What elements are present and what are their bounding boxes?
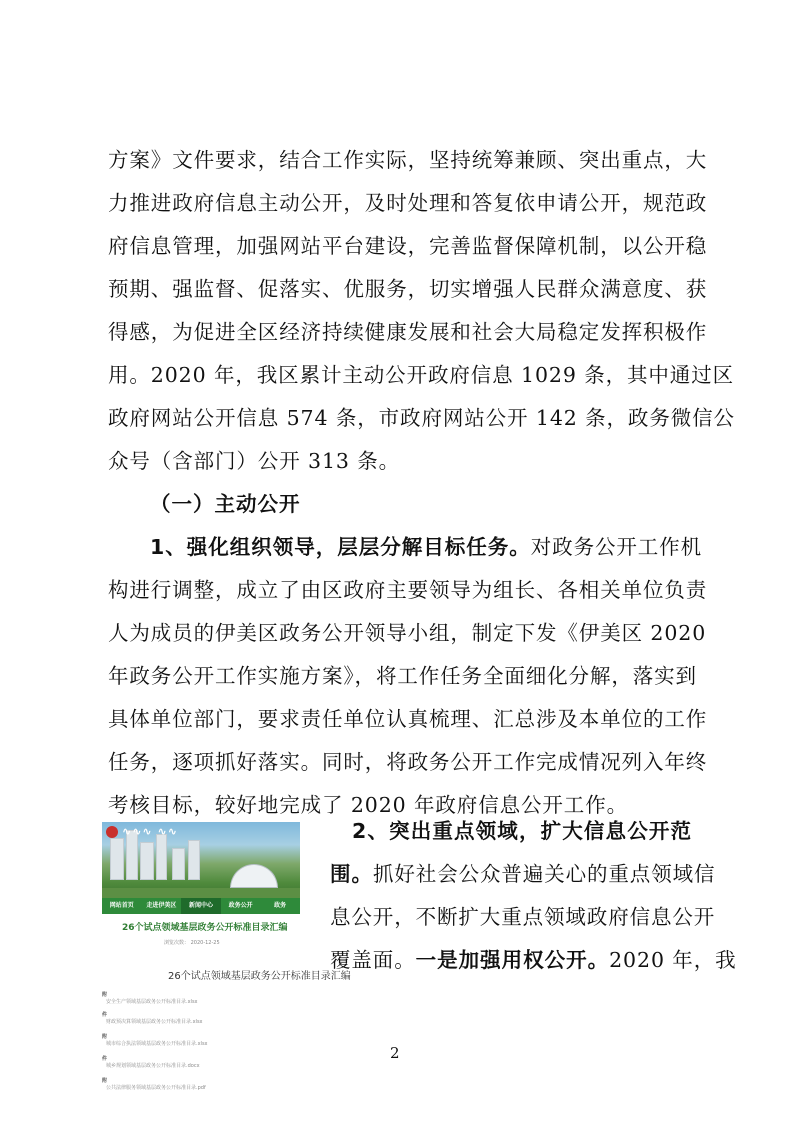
text-line: 构进行调整，成立了由区政府主要领导为组长、各相关单位负责 [108,578,708,602]
text-line: 用。2020 年，我区累计主动公开政府信息 1029 条，其中通过区 [108,363,734,387]
attachment-link: 公共法律服务领域基层政务公开标准目录.pdf [106,1085,206,1091]
text-line [330,861,716,887]
stadium-dome [230,864,278,888]
attachment-label: 附 [102,992,108,998]
text-line: 具体单位部门，要求责任单位认真梳理、汇总涉及本单位的工作 [108,707,708,731]
attachment-label: 件 [102,1012,108,1018]
text-line: 众号（含部门）公开 313 条。 [108,449,401,473]
building-shape [140,842,154,880]
attachment-label: 附 [102,1078,108,1084]
website-nav [102,898,300,914]
article-title: 26个试点领域基层政务公开标准目录汇编 [168,971,351,982]
text-line: 人为成员的伊美区政务公开领导小组，制定下发《伊美区 2020 [108,621,707,645]
attachment-item [102,1012,203,1025]
building-shape [156,834,167,880]
text-line: 考核目标，较好地完成了 2020 年政府信息公开工作。 [108,793,629,817]
article-title-banner: 26个试点领域基层政务公开标准目录汇编 [122,923,288,933]
nav-item: 政务 [274,902,287,909]
attachment-label: 件 [102,1056,108,1062]
text-line [330,947,737,973]
text-line: 力推进政府信息主动公开，及时处理和答复依申请公开，规范政 [108,191,708,215]
page-number: 2 [390,1044,400,1062]
attachment-link: 城乡规划领域基层政务公开标准目录.docx [106,1063,200,1069]
attachment-link: 城市综合执法领域基层政务公开标准目录.xlsx [106,1041,208,1047]
article-meta: 浏览次数： 2020-12-25 [164,940,220,946]
text-line: 府信息管理，加强网站平台建设，完善监督保障机制，以公开稳 [108,234,708,258]
item-1-rest: 对政务公开工作机 [530,535,702,559]
attachment-label: 附 [102,1034,108,1040]
item-1-lead: 1、强化组织领导，层层分解目标任务。 [150,535,531,559]
text-line: 方案》文件要求，结合工作实际，坚持统筹兼顾、突出重点，大 [108,148,708,172]
greenery [102,888,300,898]
item-2-text: 抓好社会公众普遍关心的重点领域信 [373,862,716,886]
building-shape [172,848,185,880]
building-shape [188,840,200,880]
item-2-subpoint-lead: 一是加强用权公开。 [415,948,610,972]
attachment-item [102,1078,206,1091]
item-2-text: 2020 年，我 [609,948,737,972]
text-line: 年政务公开工作实施方案》，将工作任务全面细化分解，落实到 [108,664,697,688]
text-line: 任务，逐项抓好落实。同时，将政务公开工作完成情况列入年终 [108,750,708,774]
attachment-link: 安全生产领域基层政务公开标准目录.xlsx [106,999,198,1005]
item-2-lead: 2、突出重点领域，扩大信息公开范 [352,819,692,843]
text-line: 政府网站公开信息 574 条，市政府网站公开 142 条，政务微信公 [108,406,735,430]
attachment-item [102,1056,200,1069]
site-calligraphy-logo: ∿∿∿ ∿∿ [122,825,178,838]
nav-item: 网站首页 [109,902,134,909]
emblem-icon [106,826,118,838]
section-heading: （一）主动公开 [150,492,301,516]
nav-item: 政务公开 [228,902,253,909]
text-line [150,534,702,560]
nav-item: 新闻中心 [181,898,221,914]
item-2-lead-cont: 围。 [330,862,373,886]
attachment-item [102,992,198,1005]
text-line: 息公开，不断扩大重点领域政府信息公开 [330,905,716,929]
nav-item: 走进伊美区 [146,902,177,909]
website-banner [102,822,300,898]
text-line: 得感，为促进全区经济持续健康发展和社会大局稳定发挥积极作 [108,320,708,344]
attachment-link: 财政预决算领域基层政务公开标准目录.xlsx [106,1019,203,1025]
item-2-text: 覆盖面。 [330,948,416,972]
text-line: 预期、强监督、促落实、优服务，切实增强人民群众满意度、获 [108,277,708,301]
website-screenshot-image [102,822,351,1122]
attachment-item [102,1034,208,1047]
building-shape [110,838,124,880]
